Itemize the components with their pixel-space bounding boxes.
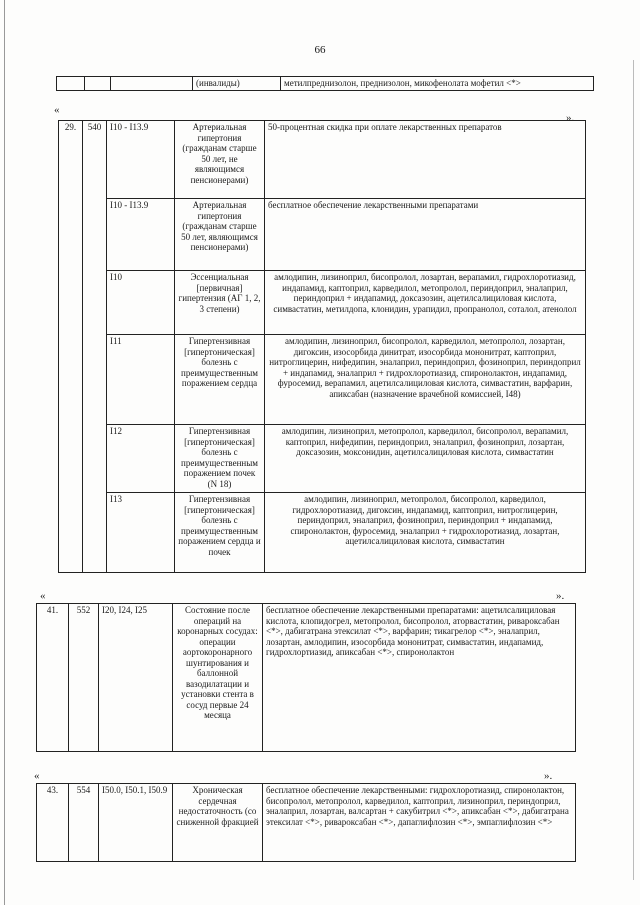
icd-cell: I13 (107, 493, 175, 573)
block-29-table (58, 120, 586, 573)
block-41-table (36, 603, 576, 752)
row-number: 29. (59, 121, 83, 573)
disease-cell: Состояние после операций на коронарных сосудах: операции аортокоронарного шунтирования и баллонной вазодилатации и установки стента в сосуд первые 24 месяца (173, 604, 263, 752)
icd-cell: I10 (107, 271, 175, 335)
block-43-table (36, 783, 576, 862)
drugs-cell: бесплатное обеспечение лекарственными препаратами: ацетилсалициловая кислота, клопидогрел, метопролол, бисопролол, аторвастатин, ривароксабан <*>, дабигатрана этексилат <*>, варфарин; тикагрелор <*>, эналаприл, лозартан, амлодипин, изосорбида мононитрат, симвастатин, индапамид, гидрохлортиазид, апиксабан <*>, спиронолактон (263, 604, 576, 752)
row-number: 41. (37, 604, 69, 752)
table-row (59, 493, 586, 573)
disease-cell: Гипертензивная [гипертоническая] болезнь с преимущественным поражением сердца (175, 335, 265, 425)
row-code: 540 (83, 121, 107, 573)
icd-cell: I20, I24, I25 (99, 604, 173, 752)
drugs-cell: метилпреднизолон, преднизолон, микофенолата мофетил <*> (281, 77, 594, 91)
disease-cell: Эссенциальная [первичная] гипертензия (АГ 1, 2, 3 степени) (175, 271, 265, 335)
quote-close: ». (566, 112, 575, 124)
disease-cell: Артериальная гипертония (гражданам старше 50 лет, не являющимся пенсионерами) (175, 121, 265, 199)
quote-close: ». (544, 770, 553, 782)
scan-edge (4, 0, 5, 905)
disease-cell: Гипертензивная [гипертоническая] болезнь с преимущественным поражением почек (N 18) (175, 425, 265, 493)
row-code: 552 (69, 604, 99, 752)
drugs-cell: амлодипин, лизиноприл, метопролол, карведилол, бисопролол, верапамил, каптоприл, нифедипин, периндоприл, эналаприл, фозиноприл, лозартан, доксазозин, моксонидин, ацетилсалициловая кислота, симвастатин (265, 425, 586, 493)
icd-cell: I50.0, I50.1, I50.9 (99, 784, 173, 862)
drugs-cell: бесплатное обеспечение лекарственными: гидрохлоротиазид, спиронолактон, бисопролол, метопролол, карведилол, каптоприл, лизиноприл, периндоприл, эналаприл, лозартан, валсартан + сакубитрил <*>, апиксабан <*>, дабигатрана этексилат <*>, ривароксабан <*>, дапаглифлозин <*>, эмпаглифлозин <*> (263, 784, 576, 862)
table-row (59, 271, 586, 335)
icd-cell: I11 (107, 335, 175, 425)
scan-edge-right (633, 60, 634, 880)
quote-open: « (40, 590, 46, 602)
drugs-cell: 50-процентная скидка при оплате лекарственных препаратов (265, 121, 586, 199)
row-code: 554 (69, 784, 99, 862)
icd-cell: I10 - I13.9 (107, 199, 175, 271)
drugs-cell: бесплатное обеспечение лекарственными препаратами (265, 199, 586, 271)
table-row (59, 121, 586, 199)
drugs-cell: амлодипин, лизиноприл, метопролол, бисопролол, карведилол, гидрохлоротиазид, дигоксин, индапамид, каптоприл, нитроглицерин, периндоприл, эналаприл, фозиноприл, периндоприл + индапамид, спиронолактон, фуросемид, эналаприл + гидрохлоротиазид, лозартан, ацетилсалициловая кислота, симвастатин (265, 493, 586, 573)
category-cell: (инвалиды) (193, 77, 281, 91)
drugs-cell: амлодипин, лизиноприл, бисопролол, лозартан, верапамил, гидрохлоротиазид, индапамид, каптоприл, карведилол, метопролол, периндоприл, эналаприл, периндоприл + индапамид, доксазозин, ацетилсалициловая кислота, симвастатин, метилдопа, клонидин, урапидил, пропранолол, соталол, атенолол (265, 271, 586, 335)
top-row-table (56, 76, 594, 91)
page-number: 66 (314, 44, 326, 56)
drugs-cell: амлодипин, лизиноприл, бисопролол, карведилол, метопролол, лозартан, дигоксин, изосорбида динитрат, изосорбида мононитрат, каптоприл, нитроглицерин, нифедипин, эналаприл, периндоприл, фозиноприл, периндоприл + индапамид, эналаприл + гидрохлоротиазид, спиронолактон, индапамид, фуросемид, верапамил, ацетилсалициловая кислота, симвастатин, варфарин, апиксабан (назначение врачебной комиссией, I48) (265, 335, 586, 425)
table-row (59, 335, 586, 425)
table-row (57, 77, 594, 91)
row-number: 43. (37, 784, 69, 862)
table-row (59, 199, 586, 271)
quote-close: ». (556, 590, 565, 602)
quote-open: « (34, 770, 40, 782)
table-row (37, 604, 576, 752)
quote-open: « (54, 104, 60, 116)
table-row (59, 425, 586, 493)
table-row (37, 784, 576, 862)
disease-cell: Хроническая сердечная недостаточность (со сниженной фракцией (173, 784, 263, 862)
icd-cell: I10 - I13.9 (107, 121, 175, 199)
disease-cell: Артериальная гипертония (гражданам старше 50 лет, являющимся пенсионерами) (175, 199, 265, 271)
disease-cell: Гипертензивная [гипертоническая] болезнь с преимущественным поражением сердца и почек (175, 493, 265, 573)
icd-cell: I12 (107, 425, 175, 493)
